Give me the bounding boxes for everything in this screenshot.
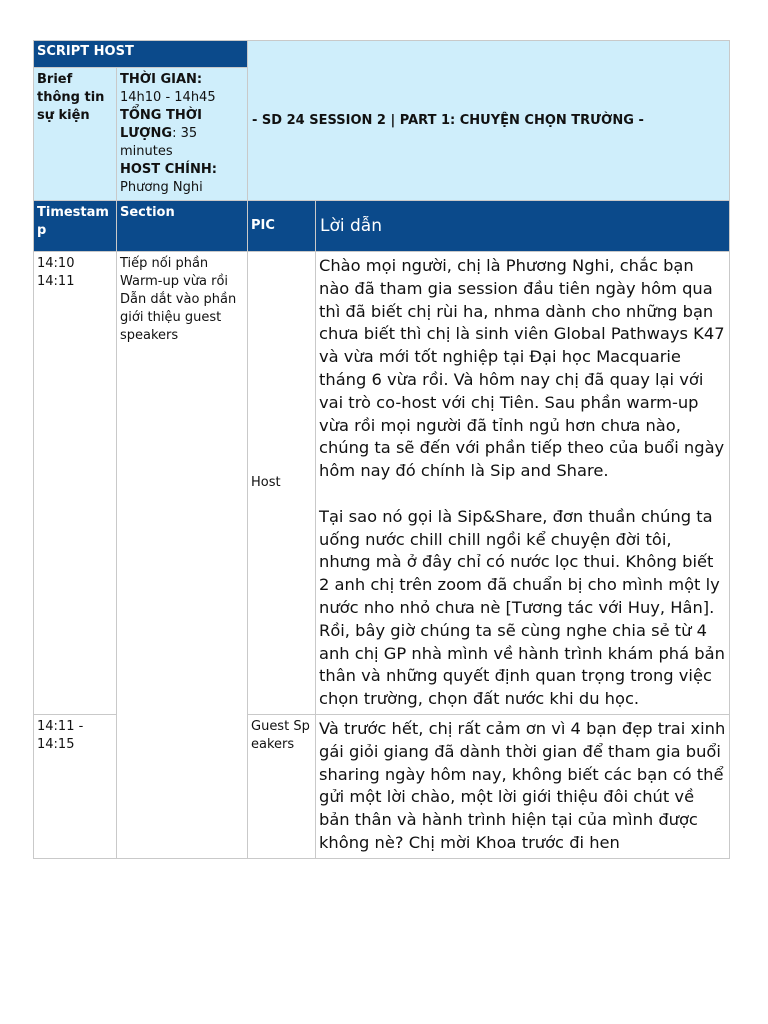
duration-label: TỔNG THỜI LƯỢNG <box>120 108 202 141</box>
brief-info <box>117 68 248 201</box>
row-timestamp: 14:11 - 14:15 <box>34 714 117 858</box>
duration-value: : 35 minutes <box>120 126 198 159</box>
title-row <box>34 41 730 68</box>
column-script: Lời dẫn <box>316 201 730 252</box>
table-row <box>34 252 730 715</box>
column-header-row <box>34 201 730 252</box>
time-label: THỜI GIAN: <box>120 72 203 87</box>
host-value: Phương Nghi <box>120 180 203 195</box>
script-table <box>33 40 730 859</box>
session-title: - SD 24 SESSION 2 | PART 1: CHUYỆN CHỌN TRƯỜNG - <box>248 41 730 201</box>
row-pic: Guest Speakers <box>248 714 316 858</box>
time-value: 14h10 - 14h45 <box>120 90 216 105</box>
host-label: HOST CHÍNH: <box>120 162 217 177</box>
brief-label: Brief thông tin sự kiện <box>34 68 117 201</box>
row-pic: Host <box>248 252 316 715</box>
script-paragraph: Và trước hết, chị rất cảm ơn vì 4 bạn đẹp trai xinh gái giỏi giang đã dành thời gian để tham gia buổi sharing ngày hôm nay, không biết các bạn có thể gửi một lời chào, một lời giới thiệu đôi chút về bản thân và hành trình hiện tại của mình được không nè? Chị mời Khoa trước đi hen <box>319 718 726 852</box>
column-pic: PIC <box>248 201 316 252</box>
row-timestamp: 14:10 14:11 <box>34 252 117 715</box>
column-timestamp: Timestamp <box>34 201 117 252</box>
row-section: Tiếp nối phần Warm-up vừa rồi Dẫn dắt vào phần giới thiệu guest speakers <box>117 252 248 859</box>
script-paragraph: Tại sao nó gọi là Sip&Share, đơn thuần chúng ta uống nước chill chill ngồi kể chuyện đời tôi, nhưng mà ở đây chỉ có nước lọc thui. Không biết 2 anh chị trên zoom đã chuẩn bị cho mình một ly nước nho nhỏ chưa nè [Tương tác với Huy, Hân]. Rồi, bây giờ chúng ta sẽ cùng nghe chia sẻ từ 4 anh chị GP nhà mình về hành trình khám phá bản thân và những quyết định quan trọng trong việc chọn trường, chọn đất nước khi du học. <box>319 506 725 709</box>
column-section: Section <box>117 201 248 252</box>
script-paragraph: Chào mọi người, chị là Phương Nghi, chắc bạn nào đã tham gia session đầu tiên ngày hôm qua thì đã biết chị rùi ha, nhma dành cho những bạn chưa biết thì chị là sinh viên Global Pathways K47 và vừa mới tốt nghiệp tại Đại học Macquarie tháng 6 vừa rồi. Và hôm nay chị đã quay lại với vai trò co-host với chị Tiên. Sau phần warm-up vừa rồi mọi người đã tỉnh ngủ hơn chưa nào, chúng ta sẽ đến với phần tiếp theo của buổi ngày hôm nay đó chính là Sip and Share. <box>319 256 725 481</box>
row-script <box>316 714 730 858</box>
row-script <box>316 252 730 715</box>
script-host-label: SCRIPT HOST <box>34 41 248 68</box>
